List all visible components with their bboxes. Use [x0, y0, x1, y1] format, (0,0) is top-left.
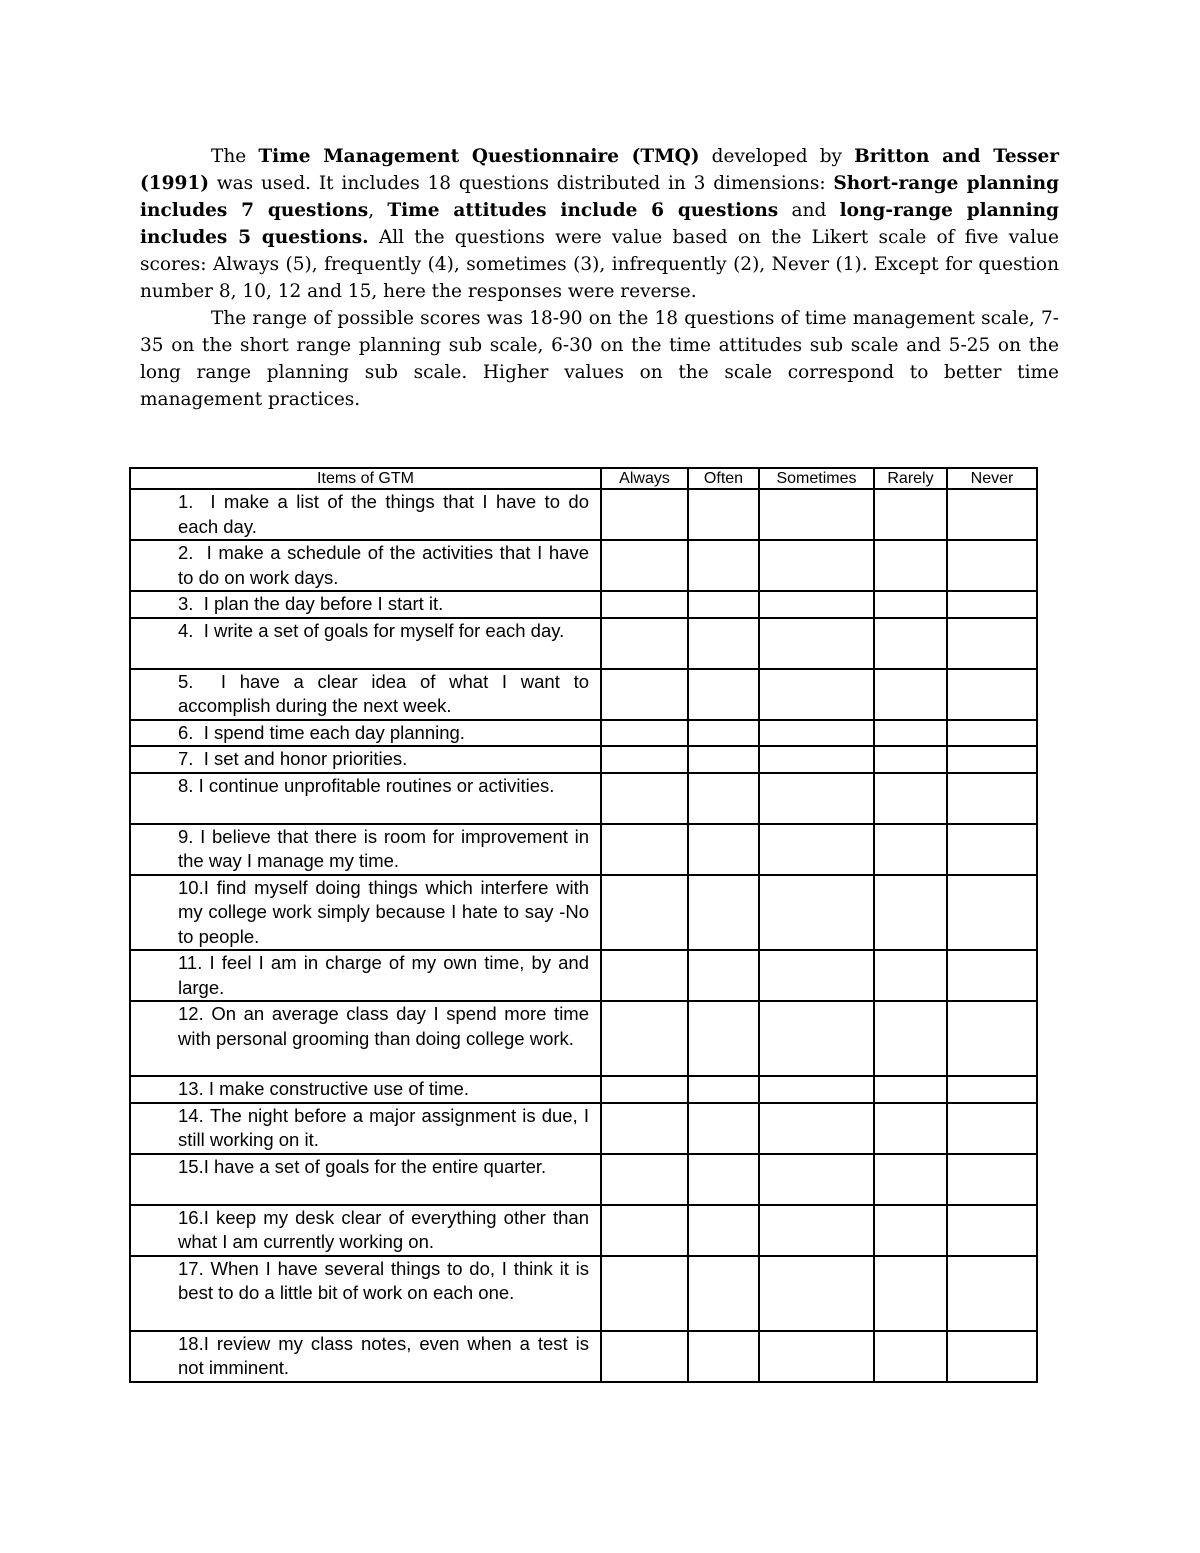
text-run: developed by	[699, 146, 855, 167]
answer-cell-sometimes[interactable]	[759, 669, 874, 720]
table-row	[130, 1205, 1037, 1256]
table-row	[130, 618, 1037, 669]
item-number: 1.	[178, 491, 194, 512]
item-cell	[130, 540, 601, 591]
item-number: 5.	[178, 670, 194, 692]
table-row	[130, 720, 1037, 747]
answer-cell-always[interactable]	[601, 773, 688, 824]
bold-run: Short-range planning includes 7 questions	[140, 173, 1059, 221]
table-row	[130, 1154, 1037, 1205]
table-row	[130, 746, 1037, 773]
table-row	[130, 875, 1037, 951]
item-text: I make a schedule of the activities that I have to do on work days.	[178, 542, 590, 588]
answer-cell-always[interactable]	[601, 1331, 688, 1382]
item-cell	[130, 1331, 601, 1382]
answer-cell-rarely[interactable]	[874, 489, 947, 540]
answer-cell-always[interactable]	[601, 591, 688, 618]
item-number: 13.	[178, 1078, 204, 1099]
item-cell	[130, 720, 601, 747]
answer-cell-sometimes[interactable]	[759, 1103, 874, 1154]
item-text: I set and honor priorities.	[203, 748, 408, 769]
answer-cell-rarely[interactable]	[874, 1256, 947, 1331]
answer-cell-always[interactable]	[601, 950, 688, 1001]
item-cell	[130, 669, 601, 720]
answer-cell-sometimes[interactable]	[759, 875, 874, 951]
answer-cell-sometimes[interactable]	[759, 1154, 874, 1205]
table-row	[130, 1256, 1037, 1331]
answer-cell-always[interactable]	[601, 1103, 688, 1154]
answer-cell-often[interactable]	[688, 1076, 759, 1103]
answer-cell-often[interactable]	[688, 618, 759, 669]
answer-cell-always[interactable]	[601, 720, 688, 747]
table-row	[130, 1076, 1037, 1103]
answer-cell-sometimes[interactable]	[759, 720, 874, 747]
questionnaire-table	[129, 467, 1038, 1383]
answer-cell-rarely[interactable]	[874, 1076, 947, 1103]
answer-cell-often[interactable]	[688, 1154, 759, 1205]
item-cell	[130, 746, 601, 773]
header-never: Never	[947, 468, 1037, 489]
table-row	[130, 1103, 1037, 1154]
answer-cell-never[interactable]	[947, 540, 1037, 591]
answer-cell-always[interactable]	[601, 540, 688, 591]
answer-cell-never[interactable]	[947, 1256, 1037, 1331]
table-row	[130, 1331, 1037, 1382]
answer-cell-often[interactable]	[688, 1331, 759, 1382]
header-often: Often	[688, 468, 759, 489]
item-text: When I have several things to do, I think it is best to do a little bit of work on each one.	[178, 1257, 589, 1303]
paragraph-2: The range of possible scores was 18-90 on the 18 questions of time management scale, 7-35 on the short range planning sub scale, 6-30 on the time attitudes sub scale and 5-25 on the long range planning sub scale. Higher values on the scale correspond to better time management practices.	[140, 308, 1059, 410]
item-cell	[130, 824, 601, 875]
item-cell	[130, 1001, 601, 1076]
item-text: I review my class notes, even when a test is not imminent.	[178, 1332, 589, 1378]
table-row	[130, 824, 1037, 875]
item-cell	[130, 618, 601, 669]
answer-cell-rarely[interactable]	[874, 1205, 947, 1256]
item-cell	[130, 1076, 601, 1103]
item-number: 17.	[178, 1257, 204, 1279]
item-number: 8.	[178, 774, 194, 796]
answer-cell-never[interactable]	[947, 591, 1037, 618]
answer-cell-always[interactable]	[601, 1154, 688, 1205]
answer-cell-sometimes[interactable]	[759, 591, 874, 618]
answer-cell-never[interactable]	[947, 773, 1037, 824]
answer-cell-often[interactable]	[688, 669, 759, 720]
item-text: On an average class day I spend more time with personal grooming than doing college work.	[178, 1003, 589, 1049]
item-text: I find myself doing things which interfere with my college work simply because I hate to say -No to people.	[178, 876, 589, 947]
answer-cell-never[interactable]	[947, 1001, 1037, 1076]
answer-cell-often[interactable]	[688, 824, 759, 875]
answer-cell-always[interactable]	[601, 1256, 688, 1331]
item-text: I feel I am in charge of my own time, by and large.	[178, 952, 590, 998]
item-number: 18.	[178, 1332, 204, 1354]
answer-cell-rarely[interactable]	[874, 1331, 947, 1382]
answer-cell-sometimes[interactable]	[759, 618, 874, 669]
answer-cell-never[interactable]	[947, 1205, 1037, 1256]
item-text: I write a set of goals for myself for each day.	[203, 619, 565, 641]
answer-cell-rarely[interactable]	[874, 824, 947, 875]
header-always: Always	[601, 468, 688, 489]
answer-cell-never[interactable]	[947, 1154, 1037, 1205]
item-cell	[130, 591, 601, 618]
item-cell	[130, 875, 601, 951]
text-run: was used. It includes 18 questions distributed in 3 dimensions:	[209, 173, 834, 194]
table-row	[130, 540, 1037, 591]
item-text: I continue unprofitable routines or activities.	[198, 774, 555, 796]
answer-cell-never[interactable]	[947, 950, 1037, 1001]
answer-cell-never[interactable]	[947, 618, 1037, 669]
item-number: 10.	[178, 876, 204, 898]
answer-cell-often[interactable]	[688, 875, 759, 951]
item-cell	[130, 1154, 601, 1205]
answer-cell-never[interactable]	[947, 875, 1037, 951]
item-cell	[130, 950, 601, 1001]
answer-cell-rarely[interactable]	[874, 540, 947, 591]
answer-cell-often[interactable]	[688, 591, 759, 618]
answer-cell-never[interactable]	[947, 1103, 1037, 1154]
answer-cell-always[interactable]	[601, 618, 688, 669]
header-sometimes: Sometimes	[759, 468, 874, 489]
item-number: 4.	[178, 619, 194, 641]
answer-cell-never[interactable]	[947, 720, 1037, 747]
answer-cell-rarely[interactable]	[874, 746, 947, 773]
item-number: 15.	[178, 1155, 204, 1177]
answer-cell-often[interactable]	[688, 1256, 759, 1331]
table-row	[130, 489, 1037, 540]
answer-cell-rarely[interactable]	[874, 950, 947, 1001]
answer-cell-often[interactable]	[688, 950, 759, 1001]
answer-cell-rarely[interactable]	[874, 1001, 947, 1076]
text-run: The	[211, 146, 259, 167]
item-number: 11.	[178, 952, 203, 973]
answer-cell-always[interactable]	[601, 1076, 688, 1103]
item-cell	[130, 1256, 601, 1331]
header-row	[130, 468, 1037, 489]
answer-cell-rarely[interactable]	[874, 875, 947, 951]
paragraph-1	[140, 143, 1059, 305]
item-cell	[130, 489, 601, 540]
bold-run: long-range planning includes 5 questions.	[140, 200, 1059, 248]
item-text: The night before a major assignment is due, I still working on it.	[178, 1104, 590, 1150]
answer-cell-always[interactable]	[601, 669, 688, 720]
answer-cell-sometimes[interactable]	[759, 746, 874, 773]
answer-cell-sometimes[interactable]	[759, 1331, 874, 1382]
item-number: 3.	[178, 593, 194, 614]
item-text: I make a list of the things that I have to do each day.	[178, 491, 590, 537]
answer-cell-rarely[interactable]	[874, 1103, 947, 1154]
answer-cell-always[interactable]	[601, 1001, 688, 1076]
answer-cell-always[interactable]	[601, 1205, 688, 1256]
item-number: 2.	[178, 542, 194, 563]
answer-cell-never[interactable]	[947, 1331, 1037, 1382]
table-row	[130, 1001, 1037, 1076]
answer-cell-rarely[interactable]	[874, 773, 947, 824]
answer-cell-often[interactable]	[688, 746, 759, 773]
item-cell	[130, 773, 601, 824]
item-text: I keep my desk clear of everything other than what I am currently working on.	[178, 1206, 589, 1252]
item-text: I make constructive use of time.	[208, 1078, 469, 1099]
answer-cell-sometimes[interactable]	[759, 1256, 874, 1331]
answer-cell-sometimes[interactable]	[759, 773, 874, 824]
answer-cell-rarely[interactable]	[874, 591, 947, 618]
answer-cell-often[interactable]	[688, 773, 759, 824]
answer-cell-rarely[interactable]	[874, 1154, 947, 1205]
answer-cell-never[interactable]	[947, 489, 1037, 540]
answer-cell-often[interactable]	[688, 1103, 759, 1154]
item-cell	[130, 1103, 601, 1154]
item-number: 16.	[178, 1206, 204, 1228]
answer-cell-rarely[interactable]	[874, 669, 947, 720]
answer-cell-sometimes[interactable]	[759, 950, 874, 1001]
answer-cell-always[interactable]	[601, 746, 688, 773]
bold-run: Time Management Questionnaire (TMQ)	[258, 146, 700, 167]
table-row	[130, 950, 1037, 1001]
answer-cell-never[interactable]	[947, 746, 1037, 773]
answer-cell-rarely[interactable]	[874, 618, 947, 669]
answer-cell-often[interactable]	[688, 1001, 759, 1076]
header-items: Items of GTM	[130, 468, 601, 489]
item-number: 6.	[178, 721, 194, 743]
bold-run: Britton and Tesser (1991)	[140, 146, 1059, 194]
answer-cell-always[interactable]	[601, 489, 688, 540]
answer-cell-often[interactable]	[688, 489, 759, 540]
item-number: 12.	[178, 1003, 204, 1024]
answer-cell-sometimes[interactable]	[759, 1205, 874, 1256]
item-text: I have a set of goals for the entire quarter.	[203, 1155, 547, 1177]
item-text: I believe that there is room for improvement in the way I manage my time.	[178, 825, 590, 871]
item-text: I plan the day before I start it.	[203, 593, 444, 614]
table-row	[130, 773, 1037, 824]
answer-cell-always[interactable]	[601, 875, 688, 951]
body-text	[140, 143, 1059, 413]
answer-cell-never[interactable]	[947, 669, 1037, 720]
answer-cell-sometimes[interactable]	[759, 1076, 874, 1103]
item-text: I spend time each day planning.	[203, 721, 465, 743]
answer-cell-often[interactable]	[688, 720, 759, 747]
item-number: 14.	[178, 1104, 204, 1126]
answer-cell-rarely[interactable]	[874, 720, 947, 747]
answer-cell-sometimes[interactable]	[759, 824, 874, 875]
table-row	[130, 669, 1037, 720]
text-run: All the questions were value based on the Likert scale of five value scores: Always (5), frequently (4), sometimes (3), infrequently (2), Never (1). Except for question number 8, 10, 12 and 15, here the responses were reverse.	[140, 227, 1059, 302]
item-cell	[130, 1205, 601, 1256]
answer-cell-never[interactable]	[947, 824, 1037, 875]
answer-cell-sometimes[interactable]	[759, 540, 874, 591]
item-number: 7.	[178, 748, 194, 769]
answer-cell-never[interactable]	[947, 1076, 1037, 1103]
table-row	[130, 591, 1037, 618]
item-text: I have a clear idea of what I want to accomplish during the next week.	[178, 670, 589, 716]
header-rarely: Rarely	[874, 468, 947, 489]
item-number: 9.	[178, 825, 194, 847]
answer-cell-sometimes[interactable]	[759, 1001, 874, 1076]
bold-run: Time attitudes include 6 questions	[387, 200, 779, 221]
answer-cell-often[interactable]	[688, 1205, 759, 1256]
answer-cell-always[interactable]	[601, 824, 688, 875]
text-run: and	[778, 200, 840, 221]
answer-cell-sometimes[interactable]	[759, 489, 874, 540]
text-run: ,	[368, 200, 388, 221]
answer-cell-often[interactable]	[688, 540, 759, 591]
